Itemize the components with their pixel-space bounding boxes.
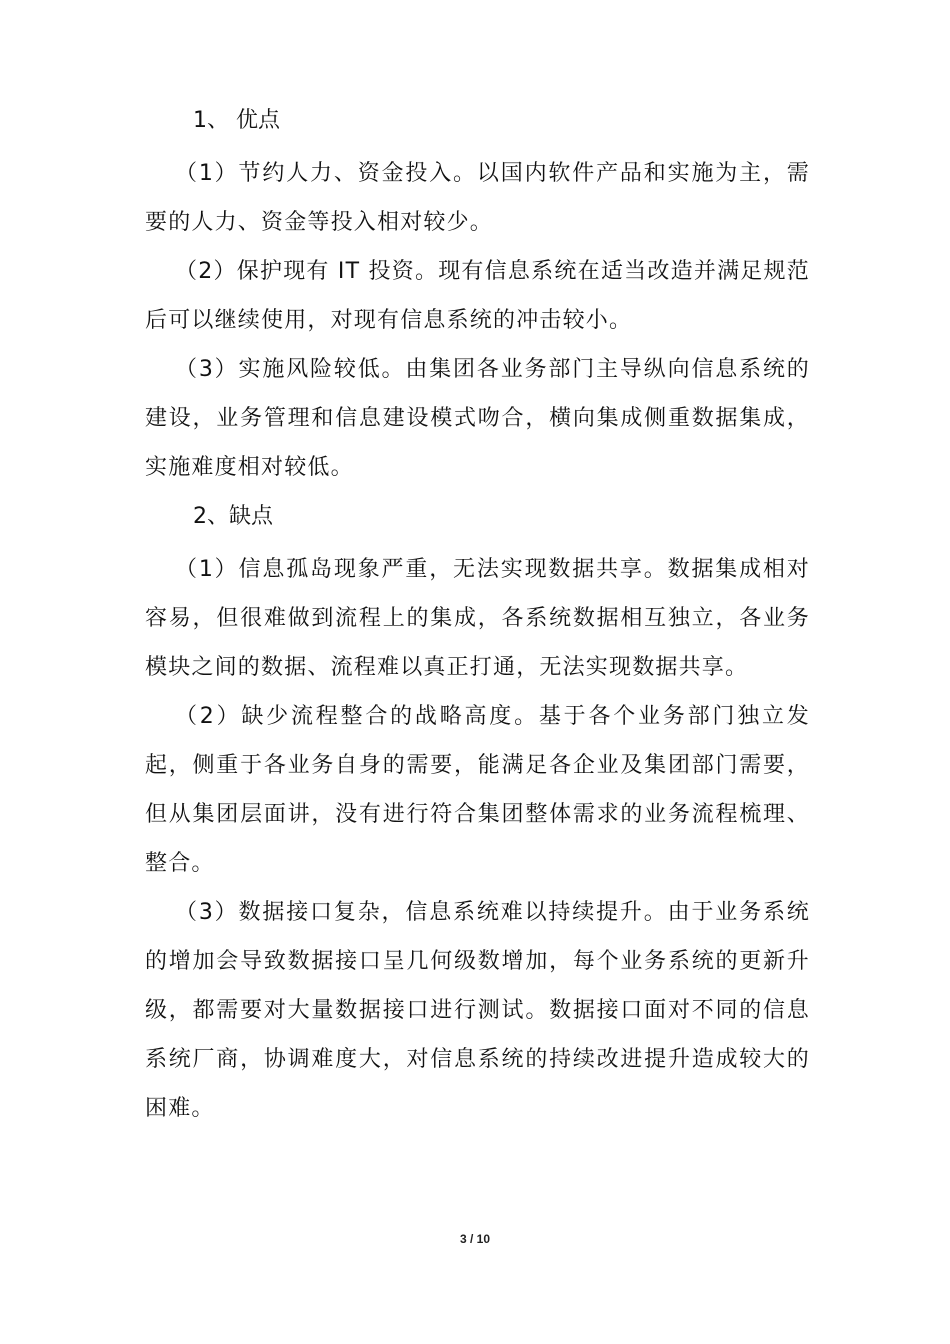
advantage-paragraph-1: （1）节约人力、资金投入。以国内软件产品和实施为主，需要的人力、资金等投入相对较少。 bbox=[145, 161, 810, 235]
advantage-paragraph-2: （2）保护现有 IT 投资。现有信息系统在适当改造并满足规范后可以继续使用，对现有信息系统的冲击较小。 bbox=[145, 259, 810, 333]
disadvantage-paragraph-1: （1）信息孤岛现象严重，无法实现数据共享。数据集成相对容易，但很难做到流程上的集成，各系统数据相互独立，各业务模块之间的数据、流程难以真正打通，无法实现数据共享。 bbox=[145, 557, 810, 680]
disadvantage-paragraph-3: （3）数据接口复杂，信息系统难以持续提升。由于业务系统的增加会导致数据接口呈几何级数增加，每个业务系统的更新升级，都需要对大量数据接口进行测试。数据接口面对不同的信息系统厂商，协调难度大，对信息系统的持续改进提升造成较大的困难。 bbox=[145, 900, 810, 1121]
section-heading-disadvantages: 2、缺点 bbox=[193, 504, 273, 529]
document-body bbox=[145, 96, 810, 1133]
page-number: 3 / 10 bbox=[459, 1232, 491, 1246]
advantage-paragraph-3: （3）实施风险较低。由集团各业务部门主导纵向信息系统的建设，业务管理和信息建设模式吻合，横向集成侧重数据集成，实施难度相对较低。 bbox=[145, 357, 810, 480]
section-heading-advantages: 1、 优点 bbox=[193, 108, 280, 133]
disadvantage-paragraph-2: （2）缺少流程整合的战略高度。基于各个业务部门独立发起，侧重于各业务自身的需要，能满足各企业及集团部门需要，但从集团层面讲，没有进行符合集团整体需求的业务流程梳理、整合。 bbox=[145, 704, 810, 876]
